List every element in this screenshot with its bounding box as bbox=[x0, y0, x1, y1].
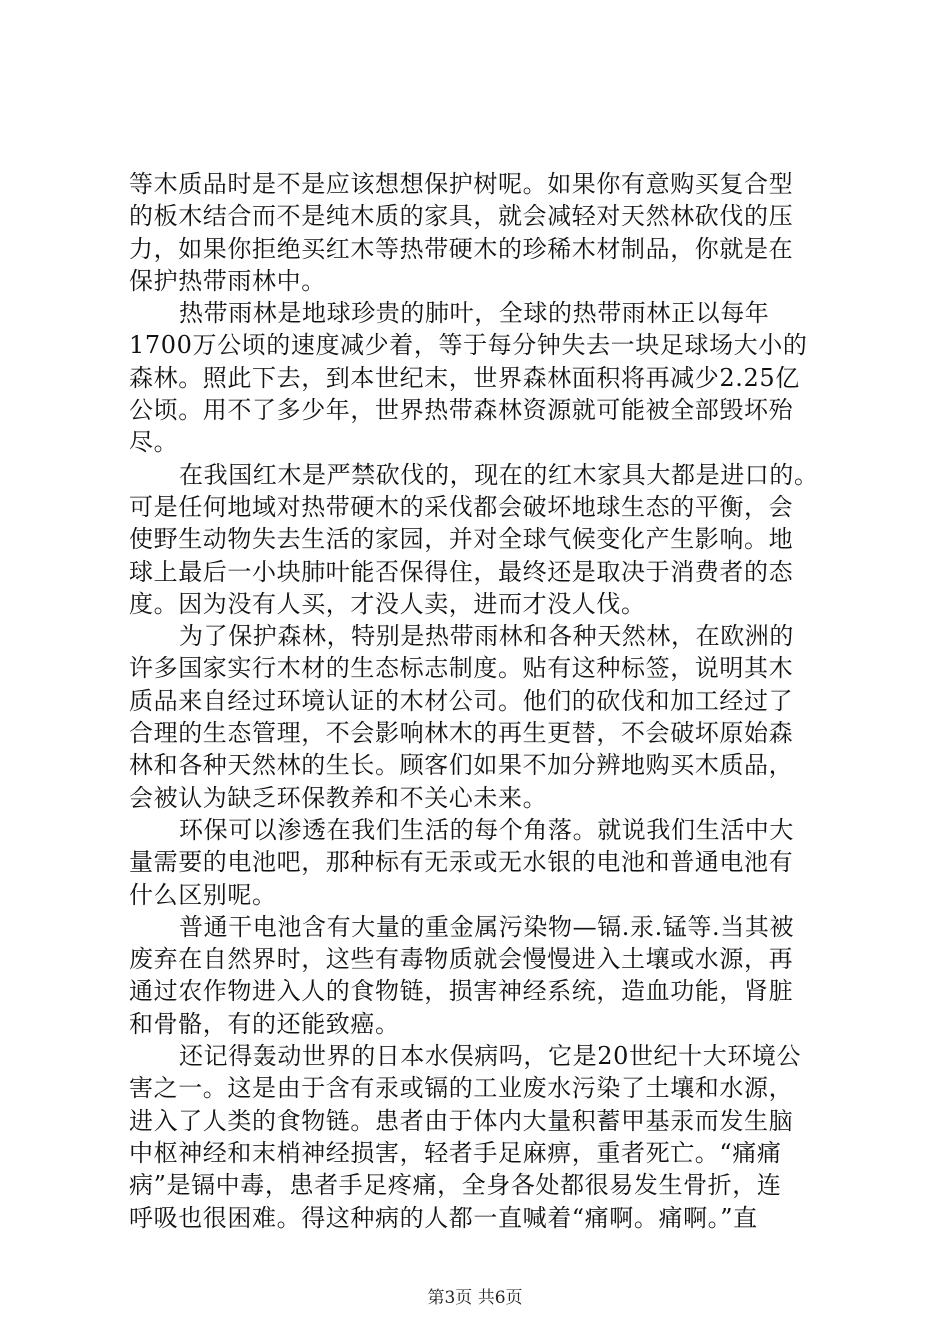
text-line: 和骨骼，有的还能致癌。 bbox=[129, 1009, 400, 1038]
paragraph-first-line: 热带雨林是地球珍贵的肺叶，全球的热带雨林正以每年 bbox=[179, 299, 770, 328]
text-line: 林和各种天然林的生长。顾客们如果不加分辨地购买木质品， bbox=[129, 751, 794, 780]
paragraph-first-line: 为了保护森林，特别是热带雨林和各种天然林，在欧洲的 bbox=[179, 622, 794, 651]
paragraph-first-line: 环保可以渗透在我们生活的每个角落。就说我们生活中大 bbox=[179, 815, 794, 844]
text-line: 进入了人类的食物链。患者由于体内大量积蓄甲基汞而发生脑 bbox=[129, 1106, 794, 1135]
text-line: 等木质品时是不是应该想想保护树呢。如果你有意购买复合型 bbox=[129, 170, 794, 198]
text-line: 力，如果你拒绝买红木等热带硬木的珍稀木材制品，你就是在 bbox=[129, 234, 794, 263]
paragraph-first-line: 还记得轰动世界的日本水俣病吗，它是20世纪十大环境公 bbox=[179, 1042, 802, 1071]
text-line: 保护热带雨林中。 bbox=[129, 266, 326, 295]
paragraph-first-line: 在我国红木是严禁砍伐的，现在的红木家具大都是进口的。 bbox=[179, 460, 819, 489]
text-line: 量需要的电池吧，那种标有无汞或无水银的电池和普通电池有 bbox=[129, 848, 794, 877]
text-line: 公顷。用不了多少年，世界热带森林资源就可能被全部毁坏殆 bbox=[129, 396, 794, 425]
text-line: 球上最后一小块肺叶能否保得住，最终还是取决于消费者的态 bbox=[129, 557, 794, 586]
text-line: 呼吸也很困难。得这种病的人都一直喊着“痛啊。痛啊。”直 bbox=[129, 1203, 758, 1232]
text-line: 害之一。这是由于含有汞或镉的工业废水污染了土壤和水源， bbox=[129, 1074, 794, 1103]
text-line: 中枢神经和末梢神经损害，轻者手足麻痹，重者死亡。“痛痛 bbox=[129, 1138, 782, 1167]
text-line: 使野生动物失去生活的家园，并对全球气候变化产生影响。地 bbox=[129, 525, 794, 554]
text-line: 的板木结合而不是纯木质的家具，就会减轻对天然林砍伐的压 bbox=[129, 202, 794, 231]
text-line: 尽。 bbox=[129, 428, 179, 457]
text-line: 废弃在自然界时，这些有毒物质就会慢慢进入土壤或水源，再 bbox=[129, 945, 794, 974]
text-line: 1700万公顷的速度减少着，等于每分钟失去一块足球场大小的 bbox=[129, 331, 808, 360]
text-line: 病”是镉中毒，患者手足疼痛，全身各处都很易发生骨折，连 bbox=[129, 1171, 782, 1200]
text-line: 可是任何地域对热带硬木的采伐都会破坏地球生态的平衡，会 bbox=[129, 492, 794, 521]
text-line: 森林。照此下去，到本世纪末，世界森林面积将再减少2.25亿 bbox=[129, 363, 800, 392]
text-line: 通过农作物进入人的食物链，损害神经系统，造血功能，肾脏 bbox=[129, 977, 794, 1006]
text-line: 什么区别呢。 bbox=[129, 880, 277, 909]
text-line: 合理的生态管理，不会影响林木的再生更替，不会破坏原始森 bbox=[129, 719, 794, 748]
text-line: 许多国家实行木材的生态标志制度。贴有这种标签，说明其木 bbox=[129, 654, 794, 683]
document-body bbox=[129, 168, 835, 1234]
text-line: 质品来自经过环境认证的木材公司。他们的砍伐和加工经过了 bbox=[129, 686, 794, 715]
page-footer: 第3页 共6页 bbox=[427, 1288, 523, 1308]
text-line: 会被认为缺乏环保教养和不关心未来。 bbox=[129, 783, 548, 812]
paragraph-first-line: 普通干电池含有大量的重金属污染物—镉.汞.锰等.当其被 bbox=[179, 912, 795, 941]
text-line: 度。因为没有人买，才没人卖，进而才没人伐。 bbox=[129, 589, 646, 618]
